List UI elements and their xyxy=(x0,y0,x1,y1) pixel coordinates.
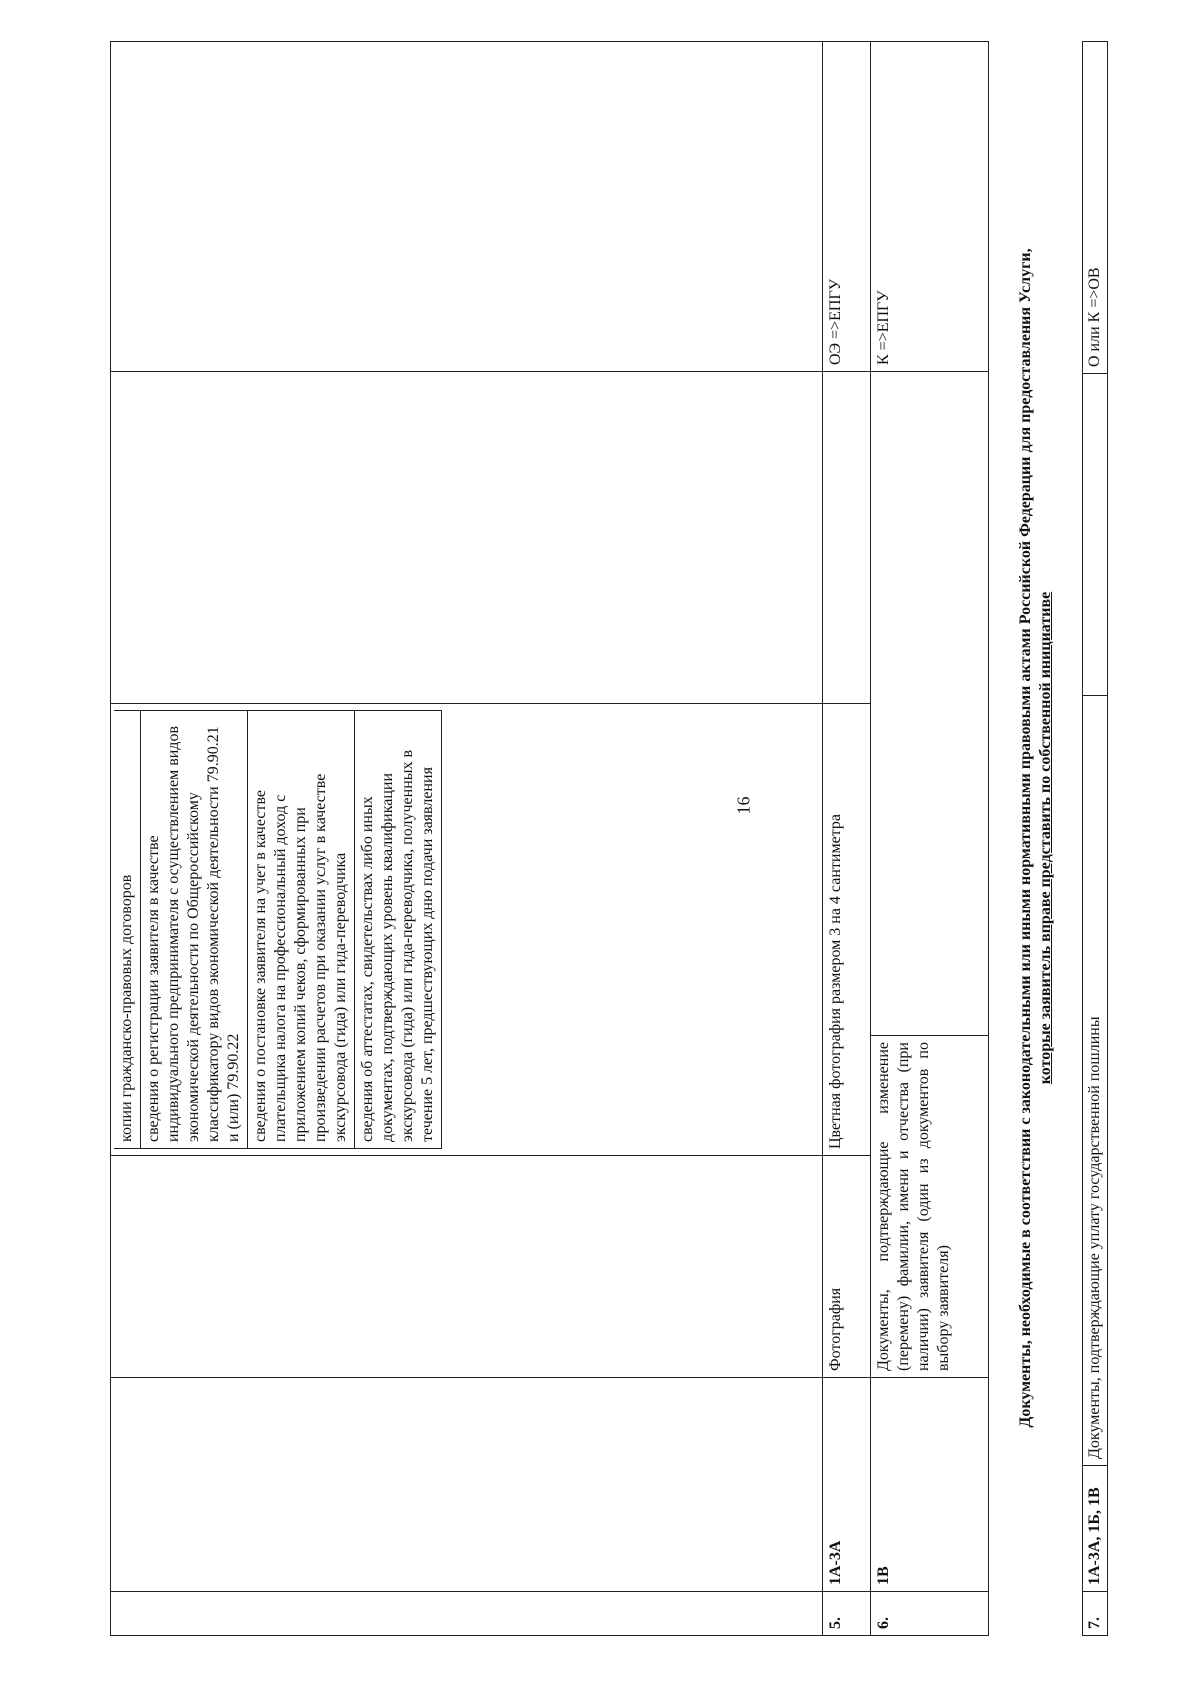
section-heading-text: которые заявитель вправе представить по собственной инициативе xyxy=(1037,591,1054,1085)
documents-table xyxy=(110,41,989,1636)
list-item: копии гражданско-правовых договоров xyxy=(114,711,141,1149)
row-requirements xyxy=(871,372,989,1036)
cell-empty xyxy=(111,42,823,372)
page-number: 16 xyxy=(733,796,754,815)
row-method: К =>ЕПГУ xyxy=(871,42,989,372)
table-row-continued xyxy=(111,42,823,1636)
row-variants: 1А-3А, 1Б, 1В xyxy=(1083,1466,1108,1592)
row-variants: 1В xyxy=(871,1378,989,1592)
table-row-6 xyxy=(871,42,989,1636)
row-number: 5. xyxy=(823,1592,871,1636)
row-method: ОЭ =>ЕПГУ xyxy=(823,42,871,372)
row-variants: 1А-3А xyxy=(823,1378,871,1592)
row-number: 6. xyxy=(871,1592,989,1636)
row-empty xyxy=(1083,374,1108,696)
row-method: О или К =>ОВ xyxy=(1083,42,1108,374)
rotated-page-content xyxy=(110,42,1148,1636)
row-document: Фотография xyxy=(823,1156,871,1378)
cell-variants xyxy=(111,1378,823,1592)
list-item: сведения об аттестатах, свидетельствах либо иных документах, подтверждающих уровень квалификации экскурсовода (гида) или гида-переводчика, полученных в течение 5 лет, предшествующих дню подачи заявления xyxy=(355,711,442,1149)
section-heading-line-1: Документы, необходимые в соответствии с законодательными или иными нормативными правовыми актами Российской Федерации для предоставления Услуги, xyxy=(1017,248,1034,1428)
table-row-5 xyxy=(823,42,871,1636)
cell-empty xyxy=(111,372,823,704)
list-item: сведения о регистрации заявителя в качестве индивидуального предпринимателя с осуществлением видов экономической деятельности по Общероссийскому классификатору видов экономической деятельности 79.90.21 и (или) 79.90.22 xyxy=(141,711,248,1149)
row-empty xyxy=(823,372,871,704)
row-7-table xyxy=(1082,41,1108,1636)
cell-doc-name xyxy=(111,1156,823,1378)
row-number: 7. xyxy=(1083,1592,1108,1636)
list-item: сведения о постановке заявителя на учет в качестве плательщика налога на профессиональный доход с приложением копий чеков, сформированных при произведении расчетов при оказании услуг в качестве экскурсовода (гида) или гида-переводчика xyxy=(248,711,355,1149)
cell-doc-list xyxy=(111,704,823,1156)
row-document: Документы, подтверждающие уплату государственной пошлины xyxy=(1083,696,1108,1466)
row-document: Документы, подтверждающие изменение (перемену) фамилии, имени и отчества (при наличии) заявителя (один из документов по выбору заявителя) xyxy=(871,1036,989,1378)
row-requirements: Цветная фотография размером 3 на 4 сантиметра xyxy=(823,704,871,1156)
section-heading-line-2 xyxy=(1036,48,1056,1628)
cell-num xyxy=(111,1592,823,1636)
document-list xyxy=(114,710,442,1149)
table-row-7 xyxy=(1083,42,1108,1636)
